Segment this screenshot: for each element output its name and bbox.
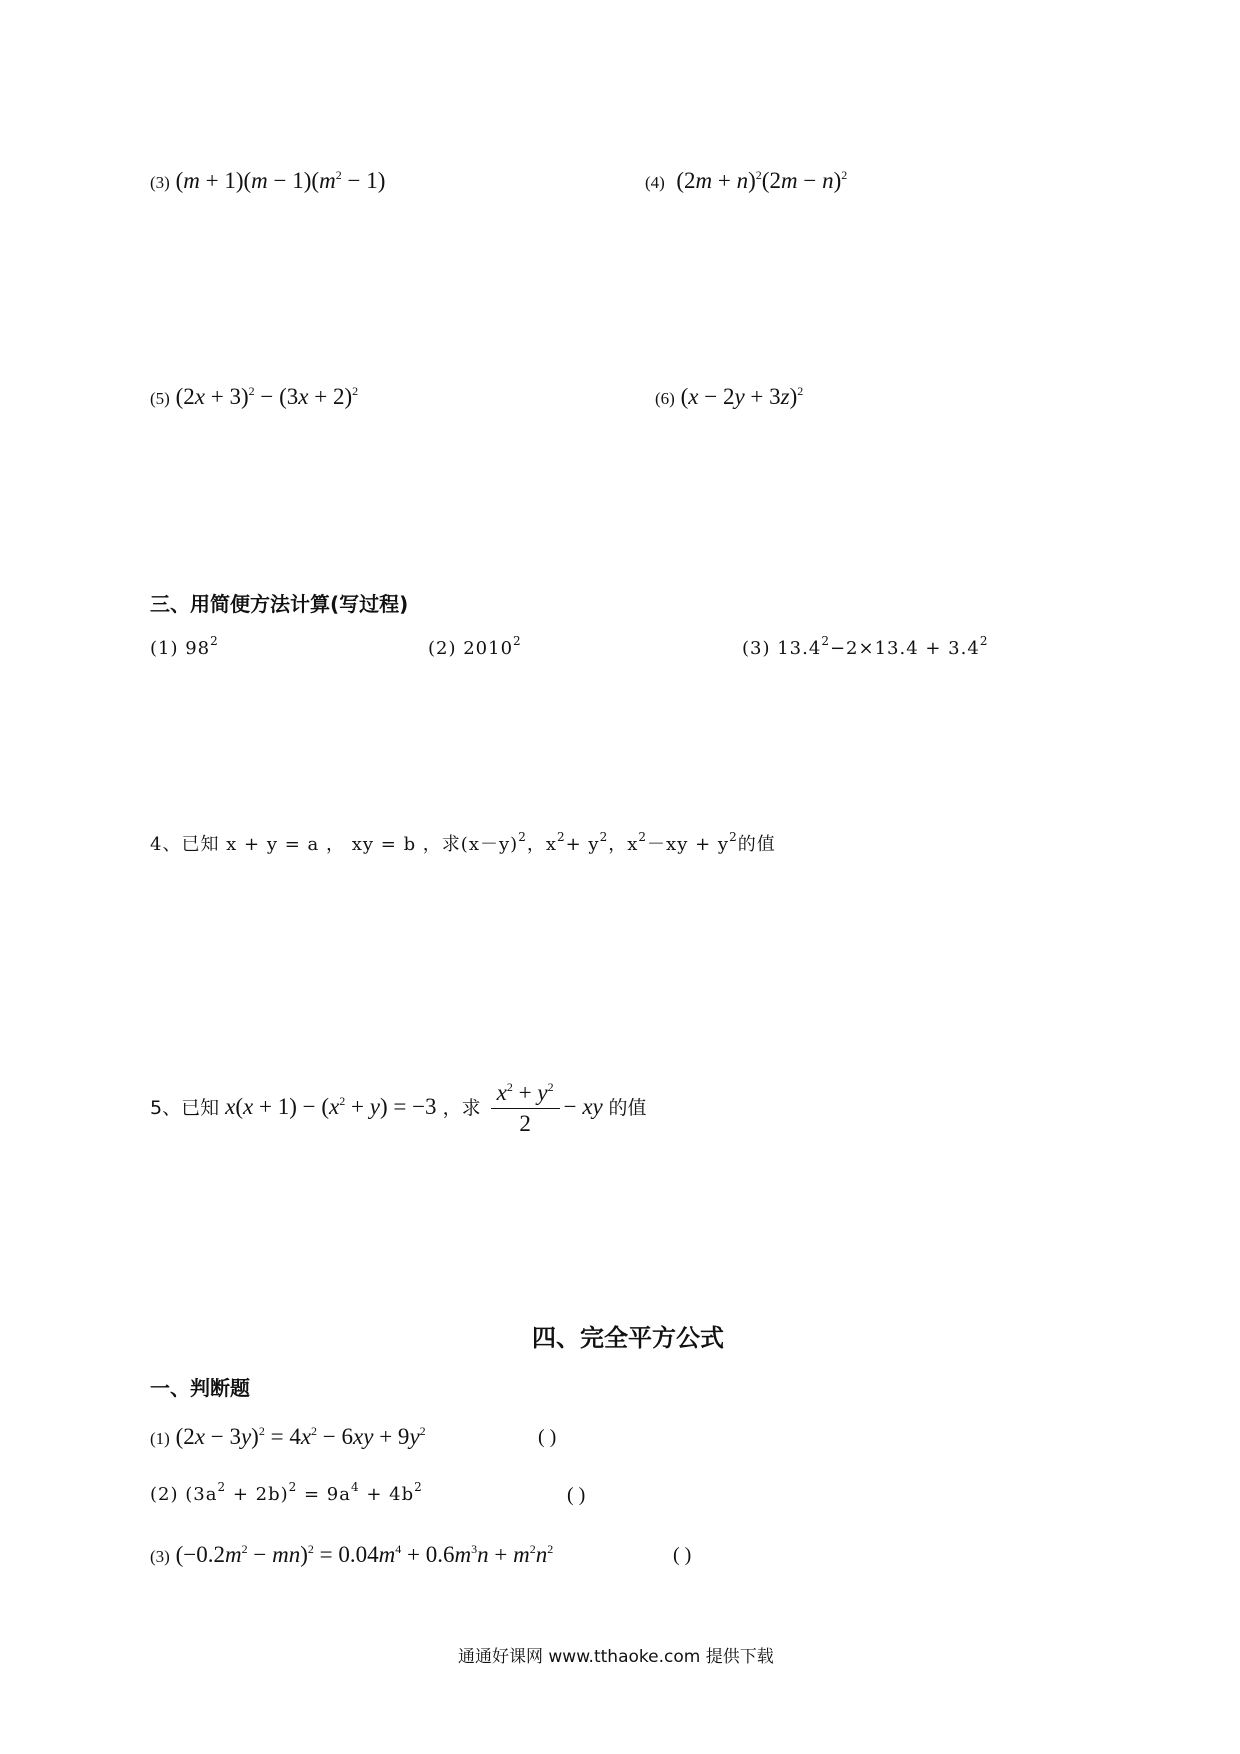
section-4-title: 四、完全平方公式 [532,1324,724,1352]
problem-4-label: (4) [645,173,665,192]
judgment-item-1 [150,1424,426,1450]
question-5-target: $\frac{x^2 + y^2}{2}$ − xy [487,1094,609,1119]
question-4: 4、已知 x + y = a ， xy = b ，求$(x-y)^2$，$x^2+ y^2$，$x^2-xy + y^2$的值 [150,830,776,855]
problem-4-expression: $(2m + n)^2(2m - n)^2$ [670,168,848,193]
page-footer: 通通好课网 www.tthaoke.com 提供下载 [458,1647,774,1667]
judgment-item-3-answer-box[interactable]: ( ) [673,1544,692,1566]
section-3-item-2 [428,634,522,659]
problem-5-expression: $(2x + 3)^2 - (3x + 2)^2$ [175,384,359,409]
judgment-item-1-label: (1) [150,1429,170,1448]
section-3-heading: 三、用简便方法计算(写过程) [150,592,409,616]
section-3-item-1 [150,634,219,659]
question-5-condition: $x(x + 1) - (x^2 + y) = -3$ [225,1093,437,1119]
judgment-item-2-expression: $(3a^2 + 2b)^2 = 9a^4 + 4b^2$ [185,1480,423,1505]
problem-3-label: (3) [150,173,170,192]
question-5-mid: ，求 [442,1096,481,1119]
judgment-item-1-answer-box[interactable]: ( ) [538,1426,557,1448]
judgment-item-2-answer-box[interactable]: ( ) [567,1484,586,1506]
item-label: (2) [428,638,457,659]
section-4-subheading: 一、判断题 [150,1376,250,1400]
question-5-suffix: 的值 [608,1096,647,1119]
judgment-item-3 [150,1542,553,1568]
problem-6 [655,384,803,410]
problem-6-expression: $(x - 2y + 3z)^2$ [680,384,804,409]
item-value: $98^2$ [185,634,219,659]
judgment-item-2-label: (2) [150,1484,179,1505]
item-value: $13.4^2-2\times 13.4 + 3.4^2$ [777,634,989,659]
problem-6-label: (6) [655,389,675,408]
item-value: 2010$^2$ [463,634,522,659]
problem-4 [645,168,847,194]
judgment-item-3-label: (3) [150,1547,170,1566]
question-5-prefix: 5、已知 [150,1096,220,1119]
problem-5-label: (5) [150,389,170,408]
question-5 [150,1080,647,1137]
problem-3 [150,168,385,194]
judgment-item-2 [150,1480,423,1505]
problem-3-expression: $(m + 1)(m - 1)(m^2 - 1)$ [175,168,386,193]
section-3-item-3 [742,634,989,659]
judgment-item-3-expression: $(-0.2m^2 - mn)^2 = 0.04m^4 + 0.6m^3n + m^2n^2$ [175,1542,554,1567]
problem-5 [150,384,358,410]
item-label: (3) [742,638,771,659]
judgment-item-1-expression: $(2x - 3y)^2 = 4x^2 - 6xy + 9y^2$ [175,1424,426,1449]
item-label: (1) [150,638,179,659]
